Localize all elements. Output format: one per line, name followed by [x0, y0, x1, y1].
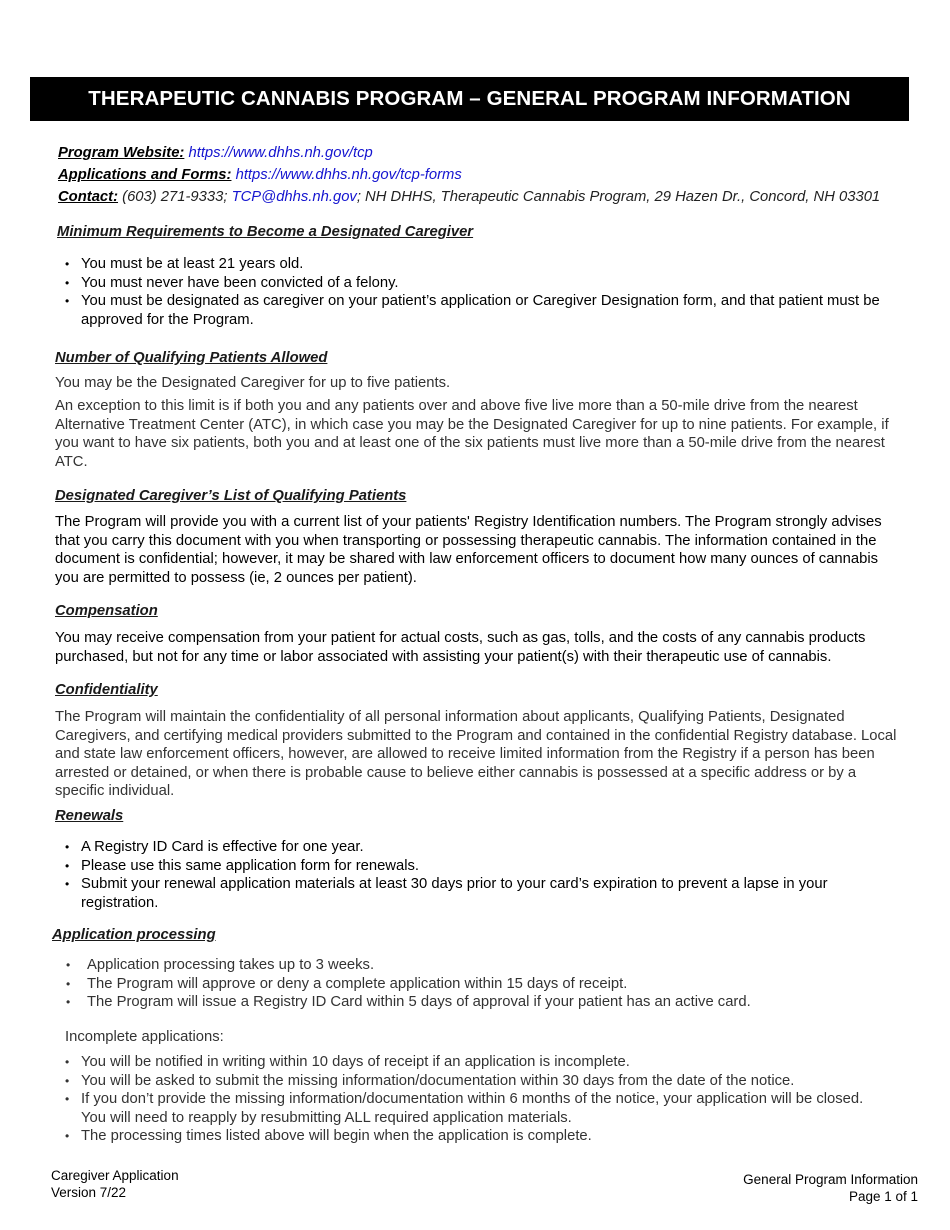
patients-allowed-paragraph-1: You may be the Designated Caregiver for up to five patients. — [55, 375, 451, 391]
website-line — [58, 142, 880, 164]
contact-line — [58, 186, 880, 208]
forms-link[interactable]: https://www.dhhs.nh.gov/tcp-forms — [235, 167, 462, 183]
list-item: • You will be asked to submit the missing information/documentation within 30 days from the date of the notice. — [55, 1072, 885, 1091]
footer-version: Version 7/22 — [51, 1185, 127, 1200]
list-item: • Submit your renewal application materials at least 30 days prior to your card’s expiration to prevent a lapse in your registration. — [55, 875, 885, 912]
patients-allowed-heading: Number of Qualifying Patients Allowed — [55, 350, 328, 366]
footer-left — [51, 1167, 179, 1201]
patients-allowed-paragraph-2: An exception to this limit is if both you and any patients over and above five live more than a 50-mile drive from the nearest Alternative Treatment Center (ATC), in which case you may be the Designated Caregiver for up to nine patients. For example, if you want to have six patients, both you and at least one of the six patients must live more than a 50-mile drive from the nearest ATC. — [55, 398, 889, 470]
contact-label: Contact: — [58, 189, 119, 205]
confidentiality-heading: Confidentiality — [55, 682, 158, 698]
contact-address: ; NH DHHS, Therapeutic Cannabis Program, 29 Hazen Dr., Concord, NH 03301 — [356, 189, 881, 205]
list-item: • The Program will issue a Registry ID Card within 5 days of approval if your patient has an active card. — [54, 993, 904, 1012]
website-label: Program Website: — [58, 145, 185, 161]
footer-section-name: General Program Information — [743, 1172, 918, 1187]
compensation-heading: Compensation — [55, 603, 158, 619]
footer-page-number: Page 1 of 1 — [848, 1189, 918, 1204]
footer-form-name: Caregiver Application — [51, 1168, 179, 1183]
forms-label: Applications and Forms: — [58, 167, 232, 183]
list-item: • If you don’t provide the missing information/documentation within 6 months of the notice, your application will be closed. You will need to reapply by resubmitting ALL required application materials. — [55, 1090, 885, 1127]
compensation-paragraph: You may receive compensation from your patient for actual costs, such as gas, tolls, and the costs of any cannabis products purchased, but not for any time or labor associated with assisting your patient(s) with their therapeutic use of cannabis. — [55, 630, 866, 665]
contact-block — [58, 142, 880, 208]
renewals-heading: Renewals — [55, 808, 124, 824]
list-item: • You will be notified in writing within 10 days of receipt if an application is incomplete. — [55, 1053, 885, 1072]
list-item: • You must be at least 21 years old. — [55, 255, 915, 274]
list-item: • You must be designated as caregiver on your patient’s application or Caregiver Designation form, and that patient must be approved for the Program. — [55, 292, 915, 329]
list-item: • You must never have been convicted of a felony. — [55, 274, 915, 293]
list-item: • Please use this same application form for renewals. — [55, 857, 885, 876]
incomplete-applications-list — [55, 1053, 885, 1146]
patient-list-paragraph: The Program will provide you with a current list of your patients' Registry Identification numbers. The Program strongly advises that you carry this document with you when transporting or possessing therapeutic cannabis. The information contained in the document is confidential; however, it may be shared with law enforcement officers to document how many ounces of cannabis you are permitted to possess (ie, 2 ounces per patient). — [55, 514, 882, 586]
list-item: • The Program will approve or deny a complete application within 15 days of receipt. — [54, 975, 904, 994]
contact-email-link[interactable]: TCP@dhhs.nh.gov — [231, 189, 357, 205]
page-title: THERAPEUTIC CANNABIS PROGRAM – GENERAL PROGRAM INFORMATION — [88, 87, 851, 110]
contact-phone: (603) 271-9333; — [122, 189, 228, 205]
renewals-list — [55, 838, 885, 912]
list-item: • A Registry ID Card is effective for one year. — [55, 838, 885, 857]
incomplete-applications-label: Incomplete applications: — [65, 1029, 224, 1045]
list-item: • The processing times listed above will begin when the application is complete. — [55, 1127, 885, 1146]
patient-list-heading: Designated Caregiver’s List of Qualifying Patients — [55, 488, 407, 504]
footer-right — [743, 1171, 918, 1205]
min-requirements-list — [55, 255, 915, 329]
forms-line — [58, 164, 880, 186]
processing-heading: Application processing — [52, 927, 216, 943]
processing-list — [54, 956, 904, 1012]
confidentiality-paragraph: The Program will maintain the confidentiality of all personal information about applicants, Qualifying Patients, Designated Caregivers, and certifying medical providers submitted to the Program and contained in the confidential Registry database. Local and state law enforcement officers, however, are allowed to receive limited information from the Registry if a person has been arrested or detained, or when there is probable cause to believe either cannabis is possessed at a specific address or by a specific individual. — [55, 709, 897, 799]
min-requirements-heading: Minimum Requirements to Become a Designated Caregiver — [57, 224, 474, 240]
website-link[interactable]: https://www.dhhs.nh.gov/tcp — [188, 145, 373, 161]
list-item: • Application processing takes up to 3 weeks. — [54, 956, 904, 975]
page-title-banner — [30, 77, 909, 121]
